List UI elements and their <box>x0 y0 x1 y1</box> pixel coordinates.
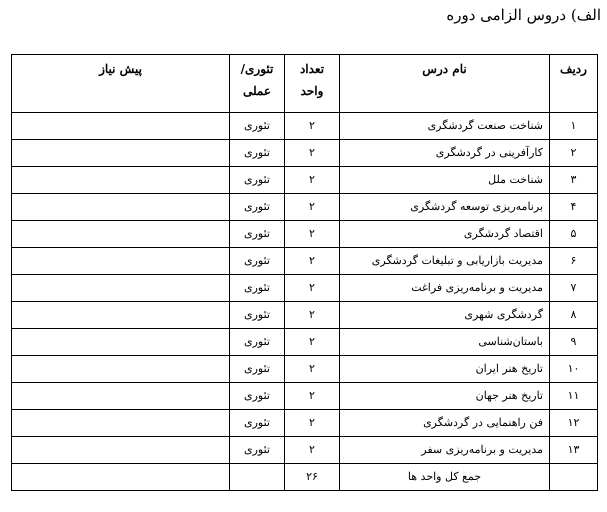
prerequisite-cell <box>12 194 230 221</box>
table-row <box>12 356 598 383</box>
course-name-cell: تاریخ هنر ایران <box>340 356 550 383</box>
header-row <box>12 55 598 113</box>
prerequisite-cell <box>12 140 230 167</box>
prerequisite-cell <box>12 302 230 329</box>
prerequisite-cell <box>12 221 230 248</box>
course-name-cell: تاریخ هنر جهان <box>340 383 550 410</box>
prerequisite-cell <box>12 410 230 437</box>
courses-table <box>11 54 598 491</box>
type-cell: تئوری <box>230 437 285 464</box>
course-name-cell: مدیریت و برنامه‌ریزی فراغت <box>340 275 550 302</box>
table-row <box>12 410 598 437</box>
course-name-cell: شناخت ملل <box>340 167 550 194</box>
type-cell: تئوری <box>230 167 285 194</box>
row-number-cell: ۲ <box>550 140 598 167</box>
type-cell: تئوری <box>230 248 285 275</box>
row-number-cell: ۱ <box>550 113 598 140</box>
units-cell: ۲ <box>285 221 340 248</box>
total-type <box>230 464 285 491</box>
units-cell: ۲ <box>285 356 340 383</box>
table-row <box>12 383 598 410</box>
prerequisite-cell <box>12 383 230 410</box>
total-row-number <box>550 464 598 491</box>
type-cell: تئوری <box>230 221 285 248</box>
units-cell: ۲ <box>285 329 340 356</box>
header-row-number: ردیف <box>550 55 598 113</box>
type-cell: تئوری <box>230 383 285 410</box>
page-title: الف) دروس الزامی دوره <box>446 6 601 24</box>
header-type-line2: عملی <box>242 84 272 98</box>
type-cell: تئوری <box>230 140 285 167</box>
course-name-cell: گردشگری شهری <box>340 302 550 329</box>
prerequisite-cell <box>12 356 230 383</box>
total-prerequisite <box>12 464 230 491</box>
units-cell: ۲ <box>285 383 340 410</box>
table-row <box>12 194 598 221</box>
header-units-line1: تعداد <box>299 62 325 76</box>
table-row <box>12 437 598 464</box>
table-row <box>12 221 598 248</box>
prerequisite-cell <box>12 113 230 140</box>
units-cell: ۲ <box>285 194 340 221</box>
course-name-cell: فن راهنمایی در گردشگری <box>340 410 550 437</box>
units-cell: ۲ <box>285 275 340 302</box>
course-name-cell: برنامه‌ریزی توسعه گردشگری <box>340 194 550 221</box>
table-row <box>12 167 598 194</box>
row-number-cell: ۹ <box>550 329 598 356</box>
table-row <box>12 248 598 275</box>
header-type-line1: تئوری/ <box>240 62 274 76</box>
header-prerequisite: پیش نیاز <box>12 55 230 113</box>
units-cell: ۲ <box>285 167 340 194</box>
course-name-cell: مدیریت بازاریابی و تبلیغات گردشگری <box>340 248 550 275</box>
table-row <box>12 302 598 329</box>
course-name-cell: باستان‌شناسی <box>340 329 550 356</box>
type-cell: تئوری <box>230 275 285 302</box>
table-row <box>12 113 598 140</box>
course-name-cell: کارآفرینی در گردشگری <box>340 140 550 167</box>
total-label: جمع کل واحد ها <box>340 464 550 491</box>
row-number-cell: ۸ <box>550 302 598 329</box>
type-cell: تئوری <box>230 194 285 221</box>
prerequisite-cell <box>12 329 230 356</box>
row-number-cell: ۱۱ <box>550 383 598 410</box>
total-units: ۲۶ <box>285 464 340 491</box>
units-cell: ۲ <box>285 410 340 437</box>
course-name-cell: شناخت صنعت گردشگری <box>340 113 550 140</box>
units-cell: ۲ <box>285 248 340 275</box>
header-units-line2: واحد <box>300 84 324 98</box>
header-type <box>230 55 285 113</box>
course-name-cell: اقتصاد گردشگری <box>340 221 550 248</box>
type-cell: تئوری <box>230 410 285 437</box>
type-cell: تئوری <box>230 329 285 356</box>
table-row <box>12 140 598 167</box>
header-units <box>285 55 340 113</box>
header-course-name: نام درس <box>340 55 550 113</box>
row-number-cell: ۶ <box>550 248 598 275</box>
row-number-cell: ۷ <box>550 275 598 302</box>
units-cell: ۲ <box>285 437 340 464</box>
courses-body <box>12 113 598 464</box>
row-number-cell: ۱۰ <box>550 356 598 383</box>
row-number-cell: ۵ <box>550 221 598 248</box>
units-cell: ۲ <box>285 302 340 329</box>
total-row <box>12 464 598 491</box>
row-number-cell: ۱۳ <box>550 437 598 464</box>
row-number-cell: ۱۲ <box>550 410 598 437</box>
row-number-cell: ۴ <box>550 194 598 221</box>
units-cell: ۲ <box>285 140 340 167</box>
units-cell: ۲ <box>285 113 340 140</box>
table-row <box>12 329 598 356</box>
prerequisite-cell <box>12 437 230 464</box>
type-cell: تئوری <box>230 302 285 329</box>
course-name-cell: مدیریت و برنامه‌ریزی سفر <box>340 437 550 464</box>
prerequisite-cell <box>12 167 230 194</box>
table-row <box>12 275 598 302</box>
prerequisite-cell <box>12 248 230 275</box>
type-cell: تئوری <box>230 113 285 140</box>
type-cell: تئوری <box>230 356 285 383</box>
prerequisite-cell <box>12 275 230 302</box>
row-number-cell: ۳ <box>550 167 598 194</box>
